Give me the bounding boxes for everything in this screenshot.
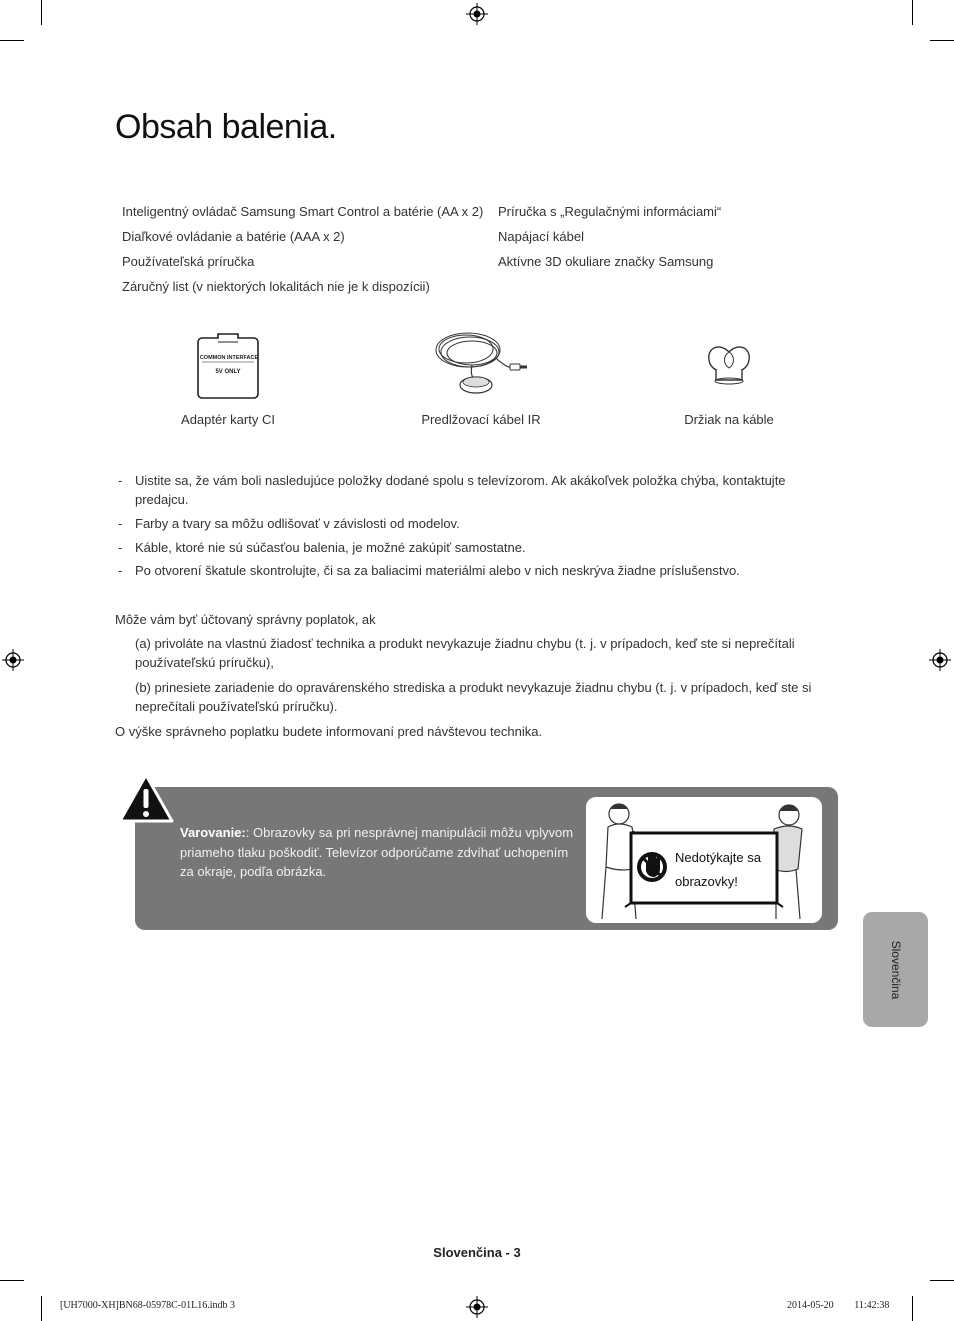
- crop-mark: [930, 1280, 954, 1281]
- accessory-label: Držiak na káble: [684, 412, 774, 427]
- sign-line-2: obrazovky!: [675, 874, 738, 889]
- contents-item: Záručný list (v niektorých lokalitách nie je k dispozícii): [122, 279, 430, 294]
- crop-mark: [930, 40, 954, 41]
- fee-intro: Môže vám byť účtovaný správny poplatok, ak: [115, 612, 376, 627]
- page-footer: Slovenčina - 3: [433, 1245, 521, 1260]
- fee-case-a: (a) privoláte na vlastnú žiadosť technika a produkt nevykazuje žiadnu chybu (t. j. v prípadoch, keď ste si neprečítali používateľskú príručku),: [135, 636, 795, 670]
- page-title: Obsah balenia.: [115, 108, 337, 146]
- language-side-tab: [863, 912, 928, 1027]
- tv-handling-illustration: [586, 797, 822, 923]
- warning-body: : Obrazovky sa pri nesprávnej manipulácii môžu vplyvom priameho tlaku poškodiť. Televízor odporúčame zdvíhať uchopením za okraje, podľa obrázka.: [180, 825, 574, 879]
- note-text: Farby a tvary sa môžu odlišovať v závislosti od modelov.: [135, 516, 460, 531]
- print-timestamp: 2014-05-20 ￿￿ 11:42:38: [787, 1300, 890, 1311]
- contents-item: Používateľská príručka: [122, 254, 255, 269]
- crop-mark: [0, 40, 24, 41]
- accessory-label: Predlžovací kábel IR: [421, 412, 541, 427]
- note-text: Po otvorení škatule skontrolujte, či sa za baliacimi materiálmi alebo v nich neskrýva žiadne príslušenstvo.: [135, 563, 740, 578]
- crop-mark: [912, 0, 913, 25]
- contents-item: Inteligentný ovládač Samsung Smart Control a batérie (AA x 2): [122, 204, 484, 219]
- ci-adapter-line1: COMMON INTERFACE: [199, 355, 259, 361]
- registration-mark-icon: [466, 3, 488, 25]
- note-text: Káble, ktoré nie sú súčasťou balenia, je možné zakúpiť samostatne.: [135, 540, 526, 555]
- accessory-label: Adaptér karty CI: [181, 412, 275, 427]
- contents-item: Príručka s „Regulačnými informáciami“: [498, 204, 722, 219]
- warning-text: [180, 823, 575, 882]
- contents-item: Diaľkové ovládanie a batérie (AAA x 2): [122, 229, 345, 244]
- note-item: - Káble, ktoré nie sú súčasťou balenia, je možné zakúpiť samostatne.: [118, 538, 818, 557]
- registration-mark-icon: [2, 649, 24, 671]
- warning-label: Varovanie:: [180, 825, 246, 840]
- note-item: - Po otvorení škatule skontrolujte, či sa za baliacimi materiálmi alebo v nich neskrýva žiadne príslušenstvo.: [118, 561, 818, 580]
- sign-line-1: Nedotýkajte sa: [675, 850, 761, 865]
- crop-mark: [0, 1280, 24, 1281]
- note-item: - Uistite sa, že vám boli nasledujúce položky dodané spolu s televízorom. Ak akákoľvek položka chýba, kontaktujte predajcu.: [118, 471, 818, 509]
- contents-item: Napájací kábel: [498, 229, 584, 244]
- note-text: Uistite sa, že vám boli nasledujúce položky dodané spolu s televízorom. Ak akákoľvek položka chýba, kontaktujte predajcu.: [135, 473, 786, 507]
- cable-holder-icon: [704, 340, 754, 390]
- print-file-info: [UH7000-XH]BN68-05978C-01L16.indb 3: [60, 1300, 235, 1311]
- fee-outro: O výške správneho poplatku budete informovaní pred návštevou technika.: [115, 724, 543, 739]
- fee-case-b: (b) prinesiete zariadenie do opravárenského strediska a produkt nevykazuje žiadnu chybu (t. j. v prípadoch, keď ste si neprečítali používateľskú príručku).: [135, 680, 812, 714]
- registration-mark-icon: [466, 1296, 488, 1318]
- do-not-touch-sign: [675, 846, 761, 894]
- ir-extender-cable-icon: [430, 328, 530, 402]
- contents-item: Aktívne 3D okuliare značky Samsung: [498, 254, 714, 269]
- language-side-tab-label: Slovenčina: [888, 940, 903, 999]
- warning-triangle-icon: [117, 772, 175, 824]
- ci-adapter-line2: 5V ONLY: [215, 369, 241, 375]
- crop-mark: [41, 0, 42, 25]
- crop-mark: [912, 1296, 913, 1321]
- ci-card-adapter-icon: [192, 330, 264, 400]
- note-item: - Farby a tvary sa môžu odlišovať v závislosti od modelov.: [118, 514, 818, 533]
- crop-mark: [41, 1296, 42, 1321]
- registration-mark-icon: [929, 649, 951, 671]
